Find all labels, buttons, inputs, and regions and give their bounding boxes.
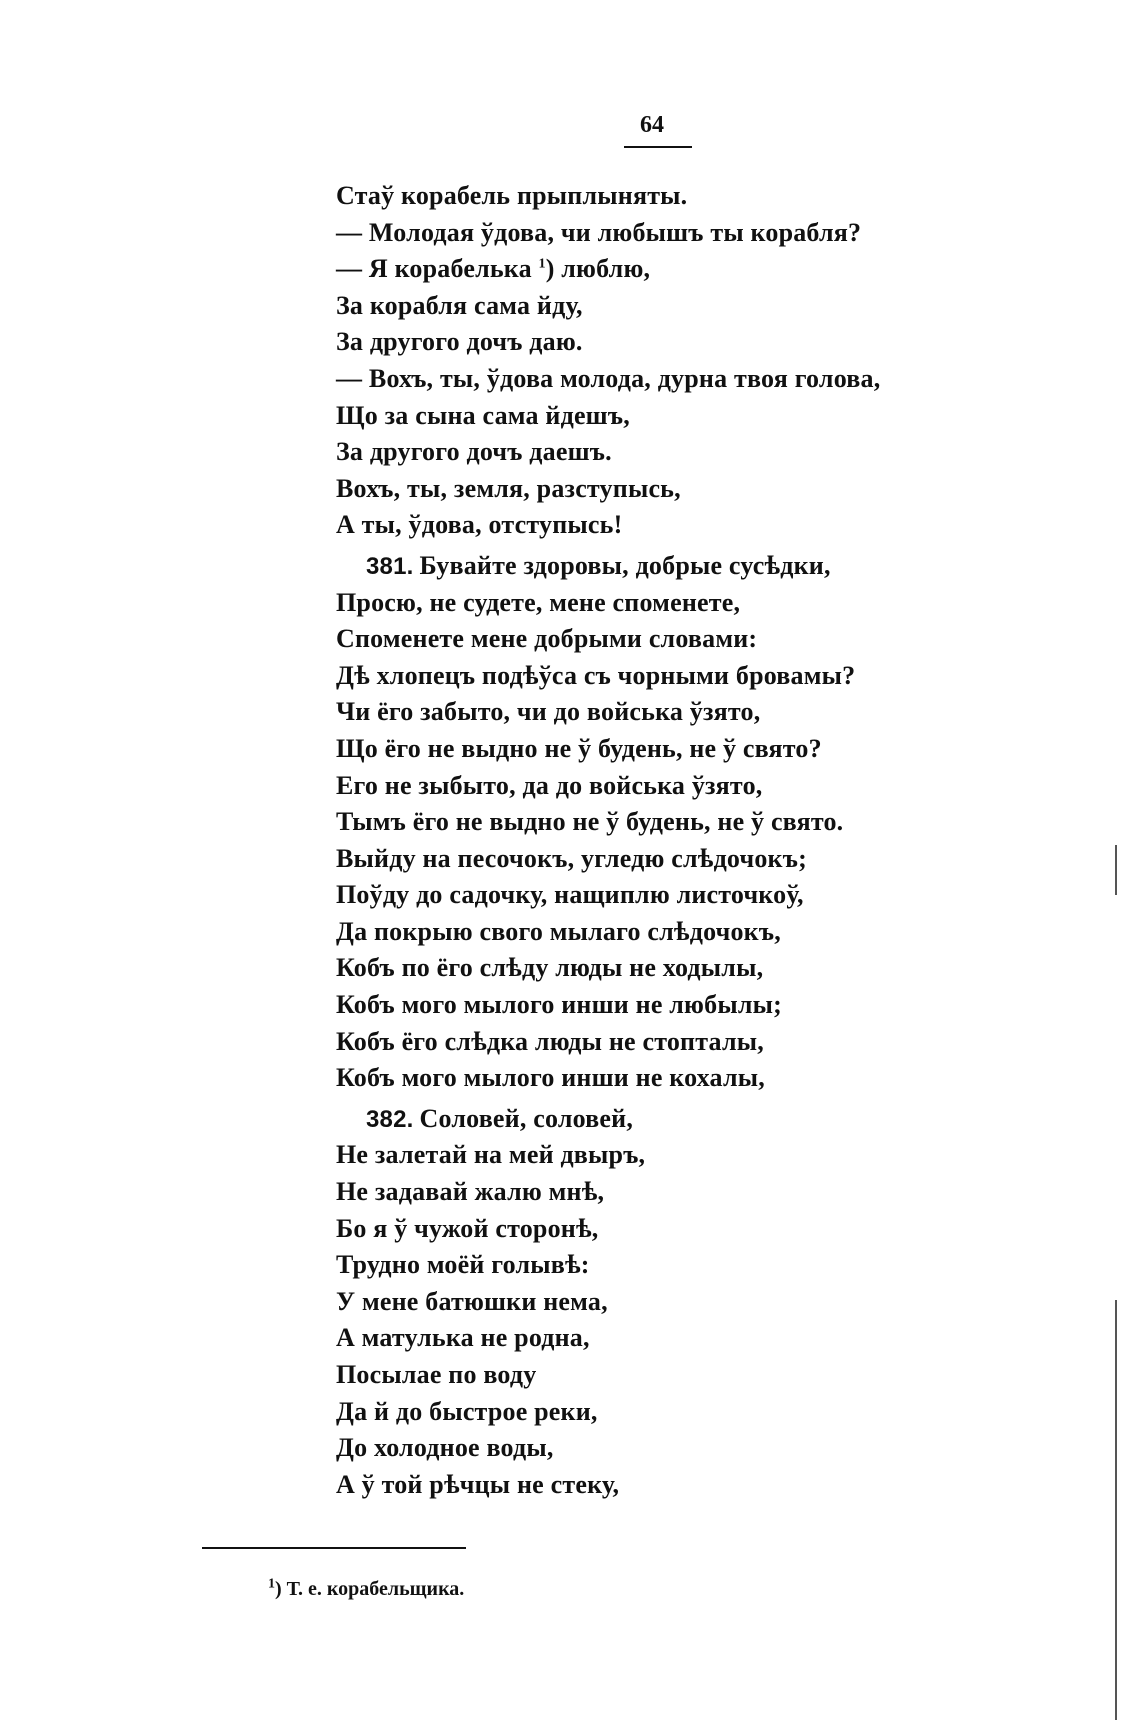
verse-line: До холодное воды, [336,1433,554,1463]
verse-line: Да й до быстрое реки, [336,1396,598,1426]
song-381 [336,548,1056,1097]
song-382 [336,1101,1056,1504]
verse-line: Да покрыю свого мылаго слѣдочокъ, [336,916,781,946]
verse-line: Не задавай жалю мнѣ, [336,1177,605,1207]
verse-line: Поўду до садочку, нащиплю листочкоў, [336,880,804,910]
verse-line: Не залетай на мей двыръ, [336,1140,646,1170]
verse-line: За корабля сама йду, [336,290,583,320]
verse-line [336,1101,1056,1138]
verse-line: А матулька не родна, [336,1323,590,1353]
verse-line: Кобъ мого мылого инши не любылы; [336,990,782,1020]
verse-line: У мене батюшки нема, [336,1286,608,1316]
footnote [268,1578,464,1601]
verse-line: Тымъ ёго не выдно не ў будень, не ў свято. [336,807,844,837]
page-number: 64 [640,112,664,138]
verse-line [336,251,1056,288]
footnote-text: ) Т. е. корабельщика. [275,1578,465,1600]
verse-line: Кобъ мого мылого инши не кохалы, [336,1063,765,1093]
song-number: 381. [366,552,414,580]
page-number-rule [624,146,692,148]
verse-line: Дѣ хлопецъ подѣўса съ чорными бровамы? [336,660,856,690]
verse-line: Чи ёго забыто, чи до войська ўзято, [336,697,761,727]
verse-line: — Вохъ, ты, ўдова молода, дурна твоя голова, [336,363,881,393]
verse-line: Трудно моёй голывѣ: [336,1250,590,1280]
verse-text [336,178,1056,1503]
verse-line: Кобъ ёго слѣдка люды не стопталы, [336,1026,764,1056]
verse-line: За другого дочъ даю. [336,327,583,357]
footnote-marker: 1 [538,256,546,272]
verse-line-text: Бувайте здоровы, добрые сусѣдки, [419,550,831,580]
verse-line: За другого дочъ даешъ. [336,437,612,467]
verse-line-text: Соловей, соловей, [419,1103,634,1133]
verse-line: Кобъ по ёго слѣду люды не ходылы, [336,953,764,983]
verse-line-text: ) люблю, [545,254,651,284]
footnote-rule [202,1547,466,1549]
song-continuation [336,178,1056,544]
page-edge-mark [1115,1300,1117,1720]
verse-line: Выйду на песочокъ, угледю слѣдочокъ; [336,843,807,873]
page-edge-mark [1115,845,1117,895]
verse-line: Споменете мене добрыми словами: [336,624,758,654]
verse-line: Просю, не судете, мене споменете, [336,587,741,617]
verse-line: Посылае по воду [336,1360,537,1389]
verse-line: А ты, ўдова, отступысь! [336,510,623,540]
verse-line: А ў той рѣчцы не стеку, [336,1469,620,1499]
song-number: 382. [366,1105,414,1133]
verse-line: — Молодая ўдова, чи любышъ ты корабля? [336,217,862,247]
footnote-marker: 1 [268,1576,275,1592]
verse-line: Вохъ, ты, земля, разступысь, [336,473,681,503]
verse-line: Що ёго не выдно не ў будень, не ў свято? [336,733,822,763]
verse-line [336,548,1056,585]
verse-line: Що за сына сама йдешъ, [336,400,630,430]
verse-line-text: — Я корабелька [336,254,532,284]
verse-line: Бо я ў чужой сторонѣ, [336,1213,599,1243]
verse-line: Его не зыбыто, да до войська ўзято, [336,770,763,800]
verse-line: Стаў корабель прыплыняты. [336,181,688,210]
